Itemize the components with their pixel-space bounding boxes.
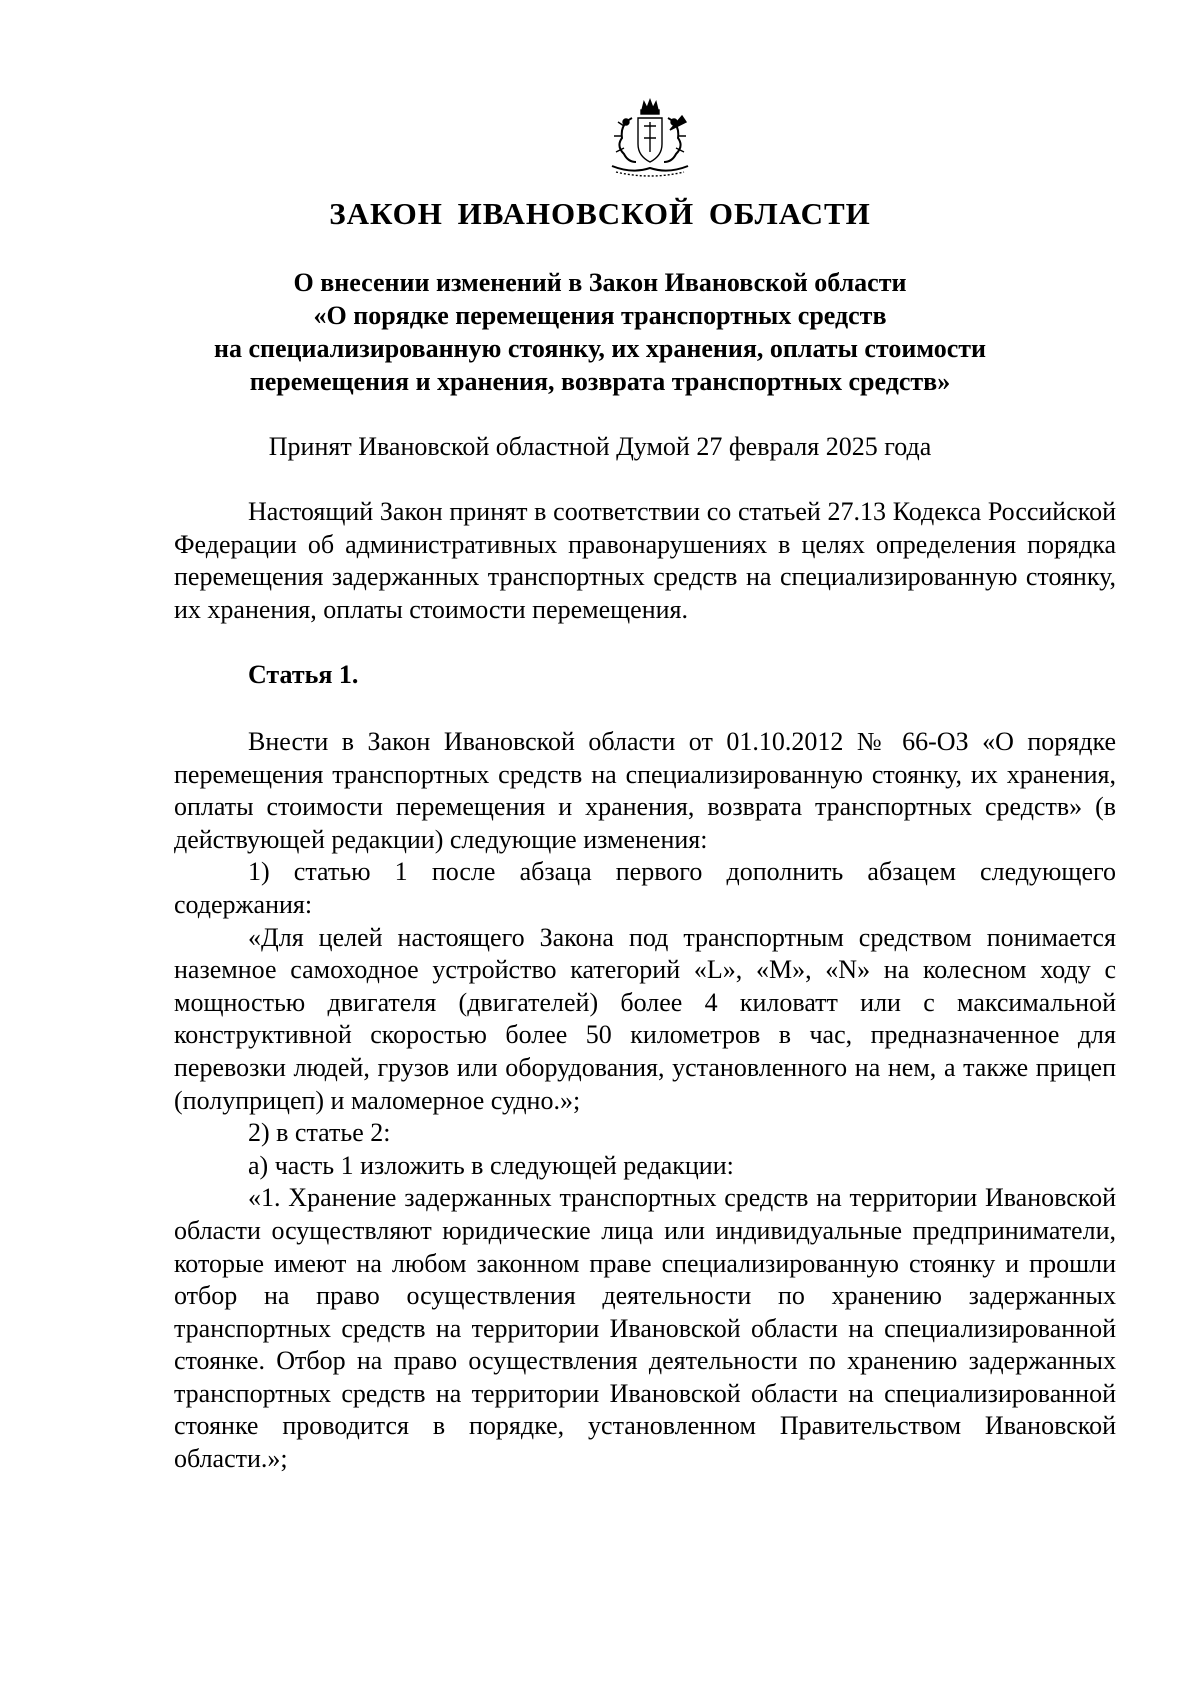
article-paragraph: Внести в Закон Ивановской области от 01.10.2012 № 66-ОЗ «О порядке перемещения транспортных средств на специализированную стоянку, их хранения, оплаты стоимости перемещения и хранения, возврата транспортных средств» (в действующей редакции) следующие изменения: [174, 727, 1116, 854]
subtitle-line: «О порядке перемещения транспортных средств [313, 301, 887, 330]
subtitle-line: на специализированную стоянку, их хранения, оплаты стоимости [213, 334, 986, 363]
article-paragraph: «1. Хранение задержанных транспортных средств на территории Ивановской области осуществляют юридические лица или индивидуальные предприниматели, которые имеют на любом законном праве специализированную стоянку и прошли отбор на право осуществления деятельности по хранению задержанных транспортных средств на территории Ивановской области на специализированной стоянке. Отбор на право осуществления деятельности по хранению задержанных транспортных средств на территории Ивановской области на специализированной стоянке проводится в порядке, установленном Правительством Ивановской области.»; [174, 1183, 1116, 1474]
article-paragraph: 1) статью 1 после абзаца первого дополнить абзацем следующего содержания: [174, 857, 1116, 919]
article-paragraph: «Для целей настоящего Закона под транспортным средством понимается наземное самоходное устройство категорий «L», «M», «N» на колесном ходу с мощностью двигателя (двигателей) более 4 киловатт или с максимальной конструктивной скоростью более 50 километров в час, предназначенное для перевозки людей, грузов или оборудования, установленного на нем, а также прицеп (полуприцеп) и маломерное судно.»; [174, 922, 1116, 1115]
article-paragraph: 2) в статье 2: [248, 1118, 391, 1148]
article-paragraph: а) часть 1 изложить в следующей редакции: [248, 1150, 734, 1180]
subtitle-line: О внесении изменений в Закон Ивановской области [293, 268, 907, 297]
document-title: ЗАКОН ИВАНОВСКОЙ ОБЛАСТИ [329, 196, 871, 231]
adoption-line: Принят Ивановской областной Думой 27 февраля 2025 года [268, 432, 932, 461]
document-subtitle [0, 266, 1200, 398]
preamble-paragraph: Настоящий Закон принят в соответствии со статьей 27.13 Кодекса Российской Федерации об административных правонарушениях в целях определения порядка перемещения задержанных транспортных средств на специализированную стоянку, их хранения, оплаты стоимости перемещения. [174, 497, 1116, 624]
preamble [174, 496, 1116, 626]
coat-of-arms-icon [602, 96, 698, 180]
article-body [174, 726, 1116, 1476]
article-heading: Статья 1. [248, 660, 359, 689]
subtitle-line: перемещения и хранения, возврата транспортных средств» [249, 367, 951, 396]
